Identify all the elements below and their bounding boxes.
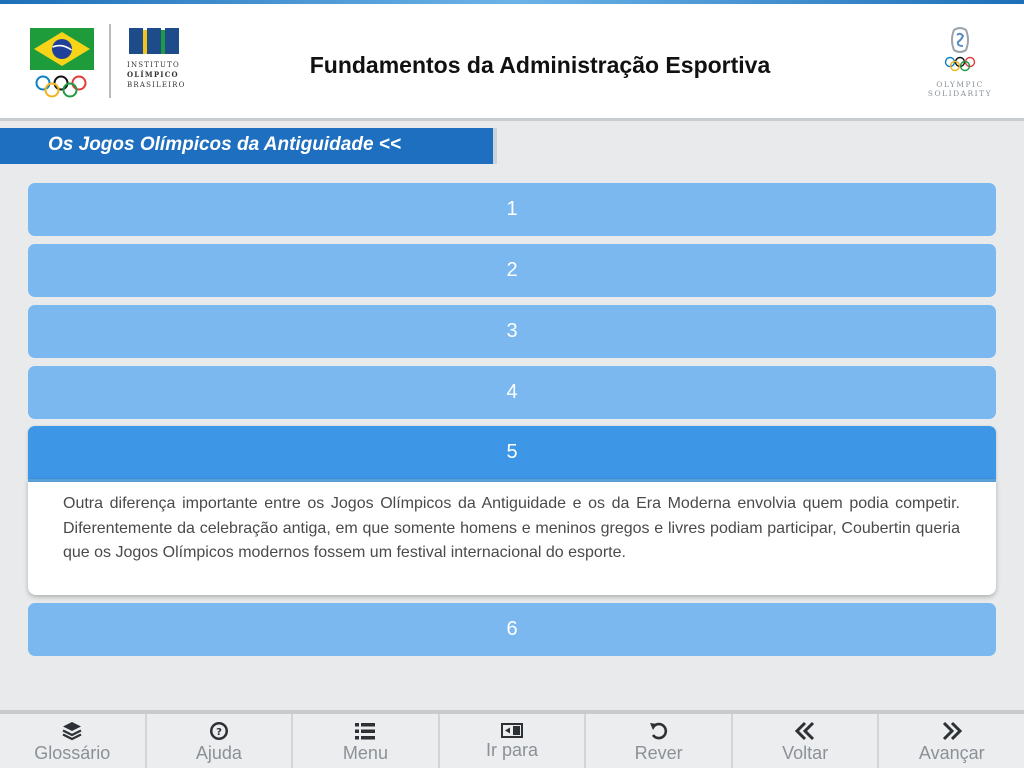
voltar-label: Voltar	[782, 743, 829, 763]
accordion-item-1[interactable]: 1	[28, 183, 996, 236]
ajuda-label: Ajuda	[195, 743, 242, 763]
iob-line-2: OLÍMPICO	[127, 70, 179, 79]
bottom-navigation	[0, 710, 1024, 768]
rever-button[interactable]	[586, 714, 733, 768]
glossario-label: Glossário	[34, 743, 111, 763]
os-line-1: OLYMPIC	[936, 80, 984, 89]
ir-para-label: Ir para	[486, 740, 539, 760]
layers-icon	[61, 721, 83, 741]
accordion-item-5[interactable]: 5	[28, 426, 996, 479]
section-header-bar	[0, 128, 497, 164]
menu-label: Menu	[342, 743, 388, 763]
avancar-button[interactable]	[879, 714, 1024, 768]
ir-para-button[interactable]	[440, 714, 587, 768]
ajuda-button[interactable]	[147, 714, 294, 768]
section-title[interactable]: Os Jogos Olímpicos da Antiguidade <<	[48, 134, 401, 155]
accordion-item-2[interactable]: 2	[28, 244, 996, 297]
accordion-content-text: Outra diferença importante entre os Jogos Olímpicos da Antiguidade e os da Era Moderna envolvia quem podia competir. Diferentemente da celebração antiga, em que somente homens e meninos gregos e livres podiam participar, Coubertin queria que os Jogos Olímpicos modernos fossem um festival internacional do esporte.	[63, 495, 960, 561]
rever-label: Rever	[634, 743, 683, 763]
brazil-olympic-committee-logo	[30, 26, 94, 102]
svg-text:?: ?	[215, 727, 222, 738]
accordion-item-3[interactable]: 3	[28, 305, 996, 358]
instituto-olimpico-brasileiro-logo	[127, 26, 191, 100]
menu-button[interactable]	[293, 714, 440, 768]
avancar-label: Avançar	[918, 743, 985, 763]
logo-divider	[109, 24, 111, 98]
accordion-content-5	[28, 479, 996, 595]
accordion-item-4[interactable]: 4	[28, 366, 996, 419]
glossario-button[interactable]	[0, 714, 147, 768]
olympic-solidarity-logo	[920, 26, 1000, 106]
accordion-item-6[interactable]: 6	[28, 603, 996, 656]
os-line-2: SOLIDARITY	[927, 89, 993, 98]
goto-icon	[501, 721, 523, 741]
iob-emblem-icon	[127, 26, 185, 56]
menu-list-icon	[354, 721, 376, 741]
double-chevron-right-icon	[941, 721, 963, 741]
voltar-button[interactable]	[733, 714, 880, 768]
page-title: Fundamentos da Administração Esportiva	[309, 52, 771, 78]
olympic-solidarity-emblem-icon	[920, 26, 1000, 78]
refresh-icon	[648, 721, 670, 741]
double-chevron-left-icon	[794, 721, 816, 741]
iob-line-3: BRASILEIRO	[127, 81, 186, 89]
help-icon	[208, 721, 230, 741]
iob-line-1: INSTITUTO	[127, 61, 180, 69]
header	[0, 4, 1024, 121]
